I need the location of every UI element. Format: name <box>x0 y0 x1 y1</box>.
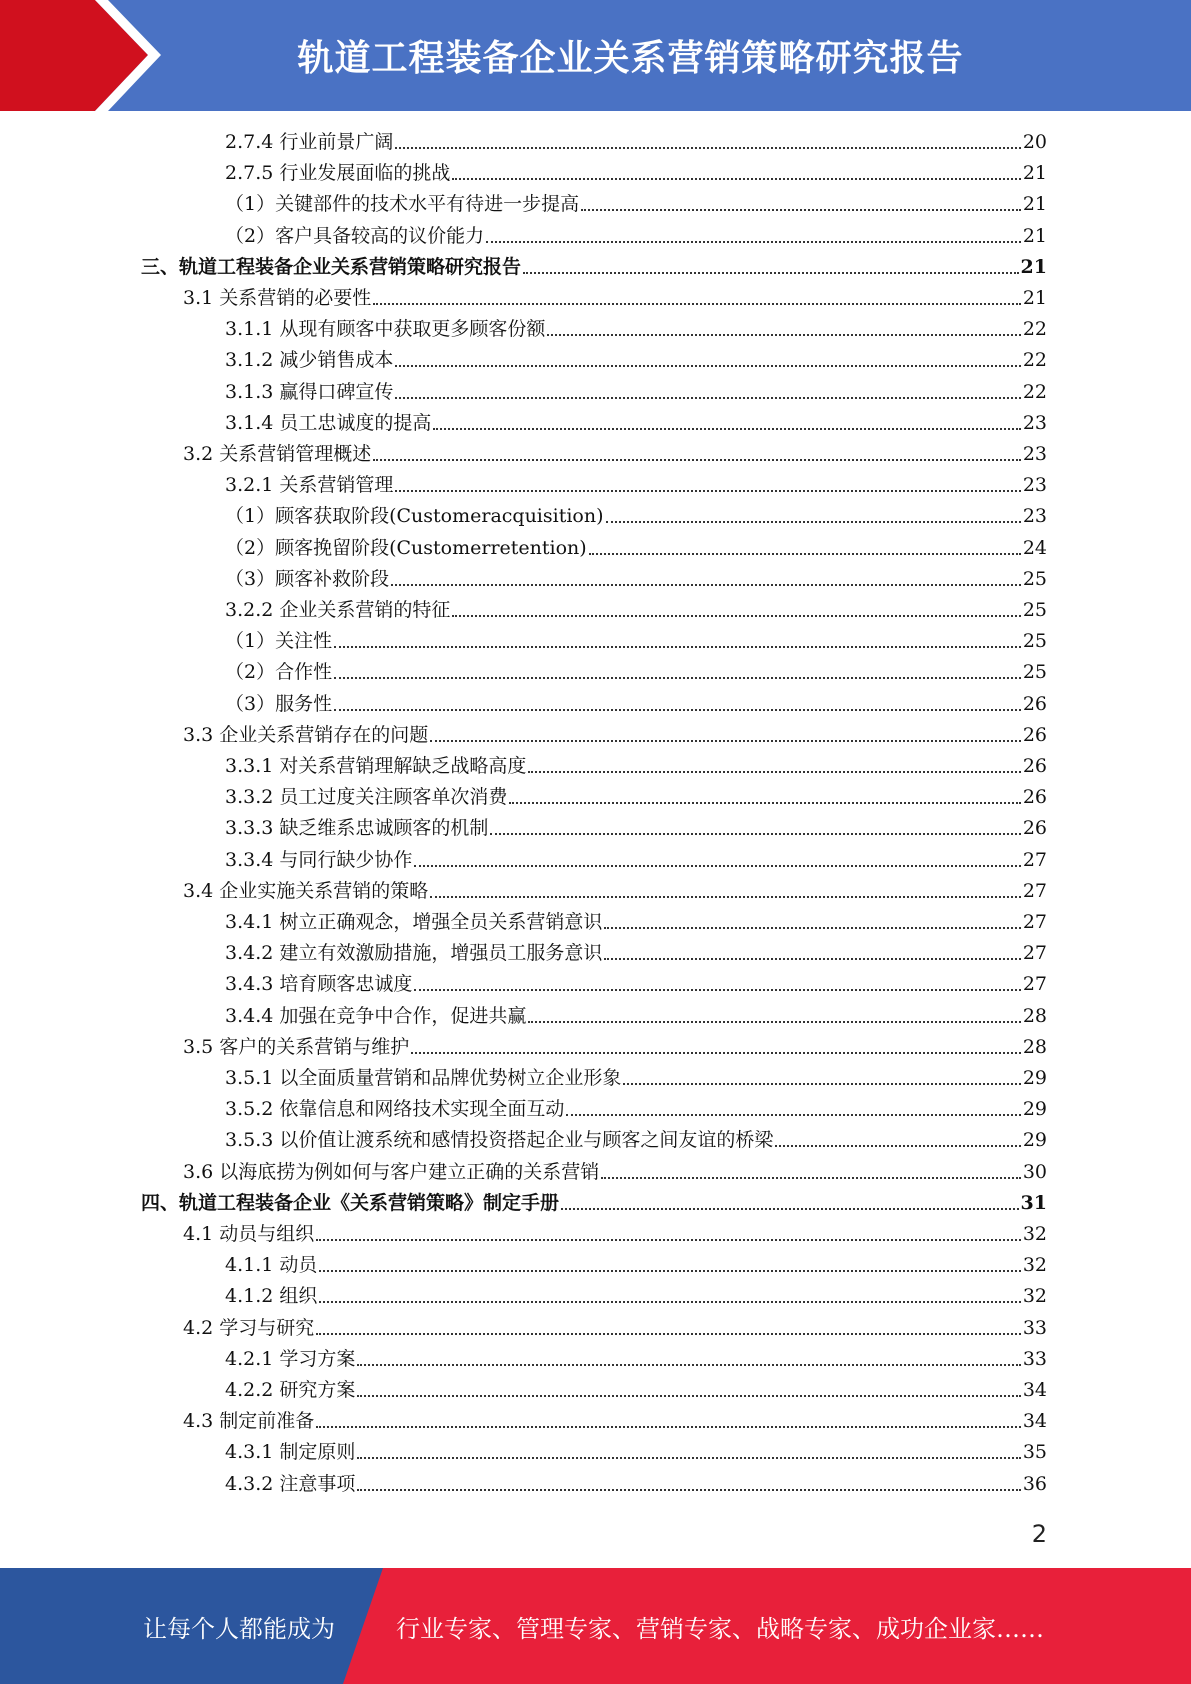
toc-entry-page: 27 <box>1022 879 1047 902</box>
toc-entry-label: 2.7.4 行业前景广阔 <box>225 131 394 153</box>
toc-entry[interactable] <box>225 1095 1047 1123</box>
toc-leader-dots <box>523 272 1019 274</box>
toc-leader-dots <box>391 584 1021 586</box>
toc-leader-dots <box>319 1301 1020 1303</box>
toc-entry-page: 32 <box>1022 1285 1047 1308</box>
toc-entry-page: 29 <box>1022 1067 1047 1089</box>
toc-entry-page: 28 <box>1022 1004 1047 1027</box>
toc-leader-dots <box>430 740 1021 742</box>
toc-entry-label: 4.2.1 学习方案 <box>225 1347 356 1370</box>
toc-entry-page: 29 <box>1022 1129 1047 1152</box>
toc-entry-page: 22 <box>1022 318 1047 341</box>
toc-leader-dots <box>566 1114 1020 1116</box>
toc-entry-label: （2）顾客挽留阶段(Customerretention) <box>225 536 587 559</box>
toc-entry[interactable] <box>225 409 1047 437</box>
toc-entry-page: 23 <box>1022 411 1047 434</box>
toc-entry-page: 20 <box>1022 131 1047 153</box>
toc-entry-label: 3.1 关系营销的必要性 <box>183 287 372 309</box>
toc-entry-page: 23 <box>1022 443 1047 465</box>
toc-entry-page: 21 <box>1022 287 1047 309</box>
toc-leader-dots <box>509 802 1020 804</box>
toc-leader-dots <box>486 241 1021 243</box>
toc-entry[interactable] <box>225 1470 1047 1498</box>
toc-entry-label: 3.3.3 缺乏维系忠诚顾客的机制 <box>225 817 489 840</box>
toc-entry-label: 3.4.4 加强在竞争中合作，促进共赢 <box>225 1004 527 1027</box>
toc-entry[interactable] <box>225 690 1047 718</box>
toc-entry-label: 4.3 制定前准备 <box>183 1410 315 1433</box>
toc-entry-page: 21 <box>1020 255 1047 278</box>
toc-leader-dots <box>623 1083 1020 1085</box>
toc-leader-dots <box>414 865 1020 867</box>
toc-entry[interactable] <box>225 315 1047 343</box>
toc-entry-label: （2）合作性 <box>225 661 333 684</box>
toc-leader-dots <box>452 178 1020 180</box>
toc-entry-label: （3）服务性 <box>225 692 333 715</box>
toc-entry[interactable] <box>225 1251 1047 1279</box>
toc-entry-page: 22 <box>1022 349 1047 372</box>
toc-entry[interactable] <box>183 1158 1047 1186</box>
toc-entry[interactable] <box>225 908 1047 936</box>
toc-entry-page: 33 <box>1022 1316 1047 1339</box>
toc-entry-label: 4.1.1 动员 <box>225 1254 318 1277</box>
toc-entry[interactable] <box>225 471 1047 499</box>
toc-leader-dots <box>581 209 1021 211</box>
toc-leader-dots <box>528 1021 1020 1023</box>
toc-entry-page: 26 <box>1022 723 1047 746</box>
toc-entry-label: 3.1.1 从现有顾客中获取更多顾客份额 <box>225 318 546 341</box>
toc-leader-dots <box>334 709 1021 711</box>
toc-leader-dots <box>604 927 1020 929</box>
toc-entry-page: 22 <box>1022 380 1047 403</box>
toc-entry[interactable] <box>225 222 1047 250</box>
toc-entry-label: 三、轨道工程装备企业关系营销策略研究报告 <box>141 255 522 278</box>
toc-entry[interactable] <box>225 1002 1047 1030</box>
toc-entry[interactable] <box>183 1314 1047 1342</box>
toc-entry[interactable] <box>225 128 1047 156</box>
toc-entry[interactable] <box>225 1126 1047 1154</box>
toc-entry-label: 4.3.1 制定原则 <box>225 1441 356 1464</box>
toc-entry-label: 3.4 企业实施关系营销的策略 <box>183 879 429 902</box>
toc-leader-dots <box>430 896 1021 898</box>
toc-entry[interactable] <box>225 190 1047 218</box>
toc-entry-label: 3.1.4 员工忠诚度的提高 <box>225 411 432 434</box>
toc-entry[interactable] <box>225 627 1047 655</box>
toc-entry[interactable] <box>225 565 1047 593</box>
toc-leader-dots <box>606 521 1021 523</box>
toc-leader-dots <box>357 1457 1020 1459</box>
toc-entry-label: 4.2.2 研究方案 <box>225 1379 356 1401</box>
toc-entry-page: 27 <box>1022 911 1047 933</box>
toc-leader-dots <box>357 1395 1020 1397</box>
toc-entry-page: 29 <box>1022 1098 1047 1121</box>
toc-entry-label: 3.4.3 培育顾客忠诚度 <box>225 973 413 996</box>
toc-entry[interactable] <box>225 1376 1047 1404</box>
toc-leader-dots <box>433 428 1020 430</box>
toc-leader-dots <box>601 1177 1021 1179</box>
footer-slogan-right: 行业专家、管理专家、营销专家、战略专家、成功企业家…… <box>396 1614 1044 1643</box>
toc-entry-label: 3.5.3 以价值让渡系统和感情投资搭起企业与顾客之间友谊的桥梁 <box>225 1129 774 1152</box>
toc-entry-page: 27 <box>1022 848 1047 871</box>
toc-entry-page: 27 <box>1022 942 1047 965</box>
toc-leader-dots <box>395 397 1020 399</box>
toc-entry-label: （2）客户具备较高的议价能力 <box>225 224 485 247</box>
toc-entry[interactable] <box>225 970 1047 998</box>
toc-leader-dots <box>547 334 1020 336</box>
toc-entry-page: 26 <box>1022 817 1047 840</box>
toc-entry-page: 36 <box>1022 1472 1047 1495</box>
toc-entry[interactable] <box>183 1220 1047 1248</box>
toc-entry[interactable] <box>141 1189 1047 1217</box>
toc-leader-dots <box>357 1489 1020 1491</box>
toc-entry-label: 4.2 学习与研究 <box>183 1316 315 1339</box>
toc-entry-page: 32 <box>1022 1254 1047 1277</box>
toc-entry[interactable] <box>225 596 1047 624</box>
toc-leader-dots <box>395 147 1020 149</box>
toc-entry-label: 4.3.2 注意事项 <box>225 1472 356 1495</box>
toc-entry[interactable] <box>225 783 1047 811</box>
toc-leader-dots <box>319 1270 1020 1272</box>
toc-entry-label: 3.3 企业关系营销存在的问题 <box>183 723 429 746</box>
toc-entry-label: 3.4.1 树立正确观念，增强全员关系营销意识 <box>225 911 603 933</box>
toc-leader-dots <box>490 833 1020 835</box>
toc-entry-label: （1）关注性 <box>225 630 333 653</box>
toc-entry-page: 32 <box>1022 1223 1047 1245</box>
toc-entry-label: 2.7.5 行业发展面临的挑战 <box>225 162 451 185</box>
toc-leader-dots <box>414 989 1020 991</box>
toc-leader-dots <box>528 771 1020 773</box>
toc-entry-page: 21 <box>1022 224 1047 247</box>
toc-entry-label: 四、轨道工程装备企业《关系营销策略》制定手册 <box>141 1191 560 1214</box>
toc-entry[interactable] <box>225 814 1047 842</box>
footer-slogan-left: 让每个人都能成为 <box>143 1614 335 1643</box>
toc-entry-page: 26 <box>1022 692 1047 715</box>
toc-entry-page: 25 <box>1022 630 1047 653</box>
toc-entry-label: 3.5 客户的关系营销与维护 <box>183 1035 410 1058</box>
toc-entry[interactable] <box>183 721 1047 749</box>
toc-entry-page: 27 <box>1022 973 1047 996</box>
toc-entry[interactable] <box>225 159 1047 187</box>
toc-entry-page: 21 <box>1022 162 1047 185</box>
toc-entry-page: 25 <box>1022 599 1047 621</box>
toc-entry[interactable] <box>183 877 1047 905</box>
toc-leader-dots <box>373 303 1021 305</box>
page-footer <box>0 1568 1191 1684</box>
toc-entry[interactable] <box>141 253 1047 281</box>
page-number: 2 <box>1031 1520 1047 1548</box>
toc-leader-dots <box>411 1052 1021 1054</box>
toc-leader-dots <box>775 1145 1020 1147</box>
toc-entry-page: 26 <box>1022 786 1047 809</box>
toc-entry-page: 28 <box>1022 1035 1047 1058</box>
toc-leader-dots <box>589 553 1021 555</box>
toc-entry-label: 4.1 动员与组织 <box>183 1223 315 1245</box>
toc-entry[interactable] <box>225 1345 1047 1373</box>
toc-leader-dots <box>395 490 1020 492</box>
toc-entry-page: 30 <box>1022 1160 1047 1183</box>
toc-entry[interactable] <box>183 440 1047 468</box>
toc-leader-dots <box>373 459 1021 461</box>
toc-entry[interactable] <box>225 378 1047 406</box>
toc-entry-page: 23 <box>1022 474 1047 497</box>
toc-entry-label: 3.5.2 依靠信息和网络技术实现全面互动 <box>225 1098 565 1121</box>
toc-entry[interactable] <box>183 284 1047 312</box>
toc-entry[interactable] <box>225 1064 1047 1092</box>
toc-entry[interactable] <box>225 1282 1047 1310</box>
toc-entry[interactable] <box>225 346 1047 374</box>
page-header <box>0 0 1191 111</box>
toc-entry-page: 23 <box>1022 505 1047 528</box>
toc-entry-label: 3.1.3 赢得口碑宣传 <box>225 380 394 403</box>
toc-leader-dots <box>316 1426 1021 1428</box>
toc-entry-label: 3.2.2 企业关系营销的特征 <box>225 599 451 621</box>
toc-entry-label: 4.1.2 组织 <box>225 1285 318 1308</box>
toc-entry-label: 3.2.1 关系营销管理 <box>225 474 394 497</box>
toc-entry[interactable] <box>225 939 1047 967</box>
toc-entry-label: 3.3.4 与同行缺少协作 <box>225 848 413 871</box>
toc-entry-page: 25 <box>1022 661 1047 684</box>
toc-entry[interactable] <box>225 658 1047 686</box>
toc-entry[interactable] <box>183 1033 1047 1061</box>
toc-entry-label: 3.5.1 以全面质量营销和品牌优势树立企业形象 <box>225 1067 622 1089</box>
toc-entry[interactable] <box>183 1407 1047 1435</box>
toc-entry-label: 3.2 关系营销管理概述 <box>183 443 372 465</box>
toc-entry-label: 3.3.2 员工过度关注顾客单次消费 <box>225 786 508 809</box>
toc-entry[interactable] <box>225 846 1047 874</box>
toc-entry-label: 3.6 以海底捞为例如何与客户建立正确的关系营销 <box>183 1160 600 1183</box>
toc-entry-label: 3.4.2 建立有效激励措施，增强员工服务意识 <box>225 942 603 965</box>
toc-leader-dots <box>357 1364 1020 1366</box>
toc-entry-label: （1）关键部件的技术水平有待进一步提高 <box>225 193 580 216</box>
toc-leader-dots <box>604 958 1020 960</box>
toc-entry-page: 24 <box>1022 536 1047 559</box>
toc-entry-page: 34 <box>1022 1379 1047 1401</box>
toc-entry-page: 35 <box>1022 1441 1047 1464</box>
toc-leader-dots <box>334 646 1021 648</box>
toc-leader-dots <box>316 1333 1021 1335</box>
toc-entry-page: 25 <box>1022 567 1047 590</box>
toc-leader-dots <box>334 677 1021 679</box>
header-title: 轨道工程装备企业关系营销策略研究报告 <box>297 38 964 79</box>
toc-entry[interactable] <box>225 534 1047 562</box>
toc-entry-label: 3.1.2 减少销售成本 <box>225 349 394 372</box>
toc-leader-dots <box>316 1239 1021 1241</box>
toc-entry[interactable] <box>225 752 1047 780</box>
toc-entry-page: 31 <box>1020 1191 1047 1214</box>
toc-entry-label: （3）顾客补救阶段 <box>225 567 390 590</box>
toc-entry-label: 3.3.1 对关系营销理解缺乏战略高度 <box>225 755 527 777</box>
toc-leader-dots <box>395 365 1020 367</box>
toc-entry-page: 34 <box>1022 1410 1047 1433</box>
toc-entry[interactable] <box>225 502 1047 530</box>
toc-entry[interactable] <box>225 1438 1047 1466</box>
toc-entry-page: 33 <box>1022 1347 1047 1370</box>
toc-entry-page: 26 <box>1022 755 1047 777</box>
toc-leader-dots <box>452 615 1020 617</box>
toc-entry-label: （1）顾客获取阶段(Customeracquisition) <box>225 505 604 528</box>
toc-entry-page: 21 <box>1022 193 1047 216</box>
toc-leader-dots <box>561 1208 1019 1210</box>
